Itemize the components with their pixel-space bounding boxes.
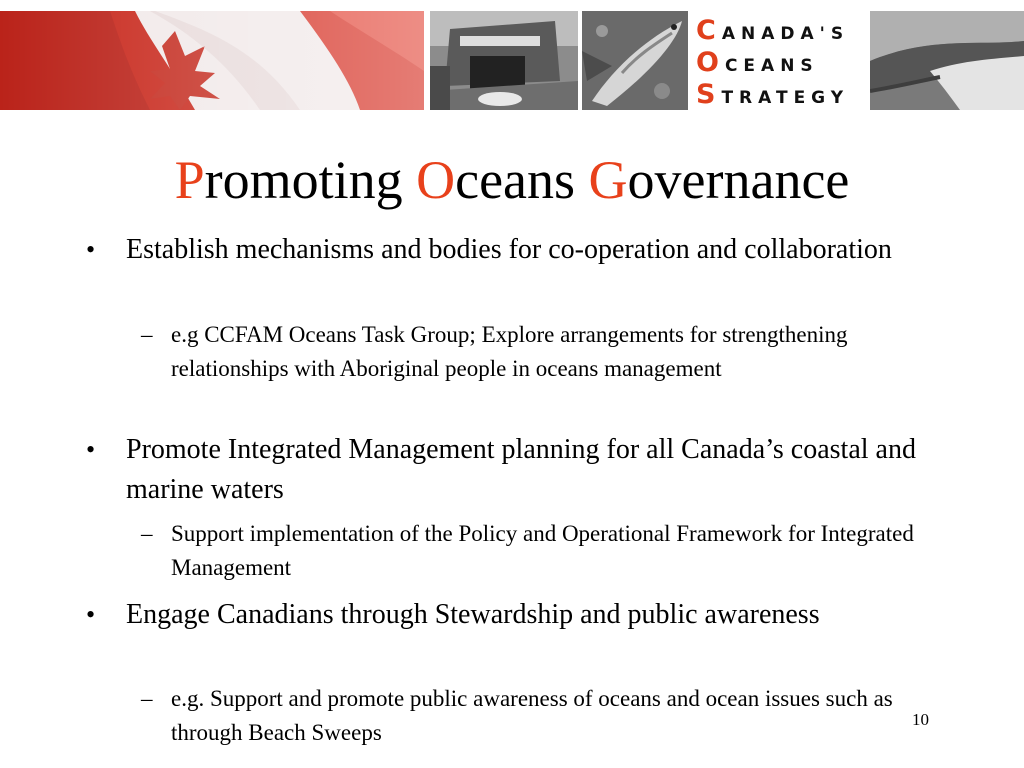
title-text: romoting	[204, 150, 417, 210]
logo-initial: O	[696, 47, 719, 78]
dash-mark: –	[141, 322, 153, 347]
bullet-mark: •	[86, 600, 96, 629]
bullet-mark: •	[86, 235, 96, 264]
logo-initial: C	[696, 15, 716, 46]
logo-text: TRATEGY	[721, 88, 850, 108]
bullet-mark: •	[86, 435, 96, 464]
bullet-text: Promote Integrated Management planning for all Canada’s coastal and marine waters	[126, 434, 916, 505]
title-initial: G	[588, 150, 628, 210]
title-initial: P	[174, 150, 205, 210]
logo-text: ANADA'S	[721, 24, 850, 44]
sub-bullet-text: e.g CCFAM Oceans Task Group; Explore arrangements for strengthening relationships with Aboriginal people in oceans management	[171, 322, 848, 381]
dash-mark: –	[141, 521, 153, 546]
dash-mark: –	[141, 686, 153, 711]
logo-text: CEANS	[724, 56, 819, 76]
sub-bullet-text: Support implementation of the Policy and Operational Framework for Integrated Management	[171, 521, 914, 580]
page-number: 10	[912, 710, 929, 729]
title-text: ceans	[455, 150, 589, 210]
title-initial: O	[416, 150, 456, 210]
logo-initial: S	[696, 79, 716, 110]
bullet-text: Engage Canadians through Stewardship and public awareness	[126, 599, 820, 630]
bullet-text: Establish mechanisms and bodies for co-operation and collaboration	[126, 234, 892, 265]
sub-bullet-text: e.g. Support and promote public awareness of oceans and ocean issues such as through Beach Sweeps	[171, 686, 893, 745]
title-text: overnance	[627, 150, 850, 210]
